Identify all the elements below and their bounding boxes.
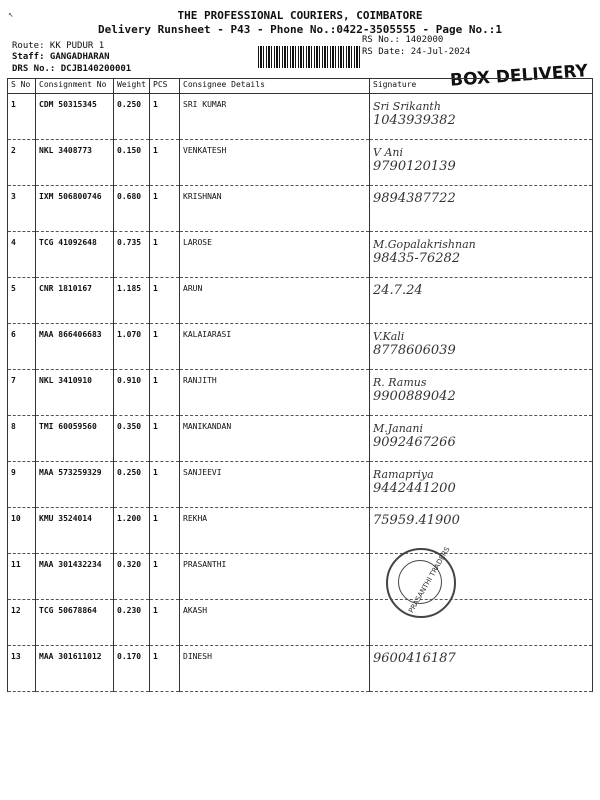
route-label: Route: KK PUDUR 1 bbox=[12, 41, 105, 51]
row-consignee: REKHA bbox=[180, 508, 370, 554]
row-weight: 0.680 bbox=[114, 186, 150, 232]
row-consignment-no: TMI 60059560 bbox=[36, 416, 114, 462]
row-consignment-no: KMU 3524014 bbox=[36, 508, 114, 554]
signature-phone: 24.7.24 bbox=[373, 283, 423, 298]
row-consignee: ARUN bbox=[180, 278, 370, 324]
table-header bbox=[8, 79, 593, 94]
col-signature: Signature bbox=[370, 79, 593, 94]
col-sno: S No bbox=[8, 79, 36, 94]
staff-label: Staff: GANGADHARAN bbox=[12, 52, 110, 62]
signature-phone: 9092467266 bbox=[373, 435, 456, 450]
row-sno: 2 bbox=[8, 140, 36, 186]
col-pcs: PCS bbox=[150, 79, 180, 94]
barcode bbox=[258, 46, 362, 68]
table-row bbox=[8, 370, 593, 416]
row-weight: 1.185 bbox=[114, 278, 150, 324]
row-signature bbox=[370, 324, 593, 370]
row-consignee: PRASANTHI bbox=[180, 554, 370, 600]
row-weight: 0.250 bbox=[114, 94, 150, 140]
row-consignee: RANJITH bbox=[180, 370, 370, 416]
box-delivery-stamp: BOX DELIVERY bbox=[449, 61, 589, 91]
row-signature bbox=[370, 462, 593, 508]
row-weight: 0.320 bbox=[114, 554, 150, 600]
col-consignment: Consignment No bbox=[36, 79, 114, 94]
row-consignment-no: MAA 301432234 bbox=[36, 554, 114, 600]
row-signature bbox=[370, 94, 593, 140]
row-consignment-no: MAA 301611012 bbox=[36, 646, 114, 692]
row-pcs: 1 bbox=[150, 462, 180, 508]
drs-number: DRS No.: DCJB140200001 bbox=[12, 64, 132, 74]
row-consignee: KALAIARASI bbox=[180, 324, 370, 370]
signature-phone: 9900889042 bbox=[373, 389, 456, 404]
row-signature bbox=[370, 416, 593, 462]
row-weight: 0.735 bbox=[114, 232, 150, 278]
signature-phone: 9894387722 bbox=[373, 191, 456, 206]
signature-name: M.Gopalakrishnan bbox=[373, 238, 476, 251]
signature-name: Ramapriya bbox=[373, 468, 434, 481]
row-consignment-no: MAA 866406683 bbox=[36, 324, 114, 370]
col-consignee: Consignee Details bbox=[180, 79, 370, 94]
row-pcs: 1 bbox=[150, 186, 180, 232]
rs-date: RS Date: 24-Jul-2024 bbox=[362, 47, 471, 57]
signature-phone: 9790120139 bbox=[373, 159, 456, 174]
row-pcs: 1 bbox=[150, 370, 180, 416]
signature-phone: 98435-76282 bbox=[373, 251, 461, 266]
row-weight: 0.170 bbox=[114, 646, 150, 692]
row-pcs: 1 bbox=[150, 416, 180, 462]
runsheet-table bbox=[7, 78, 593, 692]
table-row bbox=[8, 462, 593, 508]
row-sno: 11 bbox=[8, 554, 36, 600]
signature-phone: 1043939382 bbox=[373, 113, 456, 128]
row-signature bbox=[370, 232, 593, 278]
row-consignee: KRISHNAN bbox=[180, 186, 370, 232]
row-consignment-no: NKL 3408773 bbox=[36, 140, 114, 186]
row-consignment-no: MAA 573259329 bbox=[36, 462, 114, 508]
row-sno: 8 bbox=[8, 416, 36, 462]
table-row bbox=[8, 324, 593, 370]
row-sno: 7 bbox=[8, 370, 36, 416]
row-weight: 0.150 bbox=[114, 140, 150, 186]
row-sno: 5 bbox=[8, 278, 36, 324]
row-sno: 1 bbox=[8, 94, 36, 140]
row-consignee: DINESH bbox=[180, 646, 370, 692]
table-row bbox=[8, 600, 593, 646]
signature-phone: 75959.41900 bbox=[373, 513, 460, 528]
row-sno: 10 bbox=[8, 508, 36, 554]
row-signature bbox=[370, 140, 593, 186]
row-consignee: MANIKANDAN bbox=[180, 416, 370, 462]
row-consignment-no: TCG 50678864 bbox=[36, 600, 114, 646]
row-consignee: SANJEEVI bbox=[180, 462, 370, 508]
row-consignment-no: TCG 41092648 bbox=[36, 232, 114, 278]
row-signature bbox=[370, 508, 593, 554]
row-consignee: SRI KUMAR bbox=[180, 94, 370, 140]
row-consignee: VENKATESH bbox=[180, 140, 370, 186]
row-pcs: 1 bbox=[150, 278, 180, 324]
table-row bbox=[8, 186, 593, 232]
row-weight: 0.250 bbox=[114, 462, 150, 508]
table-row bbox=[8, 646, 593, 692]
row-pcs: 1 bbox=[150, 94, 180, 140]
signature-phone: 9600416187 bbox=[373, 651, 456, 666]
table-row bbox=[8, 554, 593, 600]
row-consignment-no: CDM 50315345 bbox=[36, 94, 114, 140]
table-row bbox=[8, 94, 593, 140]
runsheet-title: Delivery Runsheet - P43 - Phone No.:0422-3505555 - Page No.:1 bbox=[98, 23, 502, 36]
row-consignee: AKASH bbox=[180, 600, 370, 646]
row-weight: 1.070 bbox=[114, 324, 150, 370]
signature-name: M.Janani bbox=[373, 422, 423, 435]
row-sno: 6 bbox=[8, 324, 36, 370]
row-weight: 0.230 bbox=[114, 600, 150, 646]
row-pcs: 1 bbox=[150, 232, 180, 278]
row-signature bbox=[370, 370, 593, 416]
row-weight: 0.910 bbox=[114, 370, 150, 416]
row-pcs: 1 bbox=[150, 554, 180, 600]
row-signature bbox=[370, 278, 593, 324]
signature-name: V Ani bbox=[373, 146, 403, 159]
rs-number: RS No.: 1402000 bbox=[362, 35, 444, 45]
row-signature bbox=[370, 646, 593, 692]
signature-name: V.Kali bbox=[373, 330, 405, 343]
table-row bbox=[8, 278, 593, 324]
table-row bbox=[8, 416, 593, 462]
signature-name: R. Ramus bbox=[373, 376, 427, 389]
row-pcs: 1 bbox=[150, 600, 180, 646]
signature-phone: 9442441200 bbox=[373, 481, 456, 496]
row-pcs: 1 bbox=[150, 646, 180, 692]
row-pcs: 1 bbox=[150, 140, 180, 186]
row-consignment-no: NKL 3410910 bbox=[36, 370, 114, 416]
company-name: THE PROFESSIONAL COURIERS, COIMBATORE bbox=[177, 9, 423, 22]
row-weight: 1.200 bbox=[114, 508, 150, 554]
table-row bbox=[8, 508, 593, 554]
row-consignment-no: CNR 1810167 bbox=[36, 278, 114, 324]
table-row bbox=[8, 232, 593, 278]
row-pcs: 1 bbox=[150, 508, 180, 554]
row-sno: 4 bbox=[8, 232, 36, 278]
row-pcs: 1 bbox=[150, 324, 180, 370]
row-sno: 12 bbox=[8, 600, 36, 646]
trader-stamp-text: PRASANTHI TRADERS bbox=[407, 545, 452, 615]
col-weight: Weight bbox=[114, 79, 150, 94]
row-signature bbox=[370, 186, 593, 232]
row-consignment-no: IXM 506800746 bbox=[36, 186, 114, 232]
signature-name: Sri Srikanth bbox=[373, 100, 441, 113]
row-consignee: LAROSE bbox=[180, 232, 370, 278]
row-sno: 3 bbox=[8, 186, 36, 232]
signature-phone: 8778606039 bbox=[373, 343, 456, 358]
corner-mark: ↖ bbox=[8, 10, 14, 20]
row-weight: 0.350 bbox=[114, 416, 150, 462]
row-sno: 13 bbox=[8, 646, 36, 692]
table-row bbox=[8, 140, 593, 186]
row-sno: 9 bbox=[8, 462, 36, 508]
